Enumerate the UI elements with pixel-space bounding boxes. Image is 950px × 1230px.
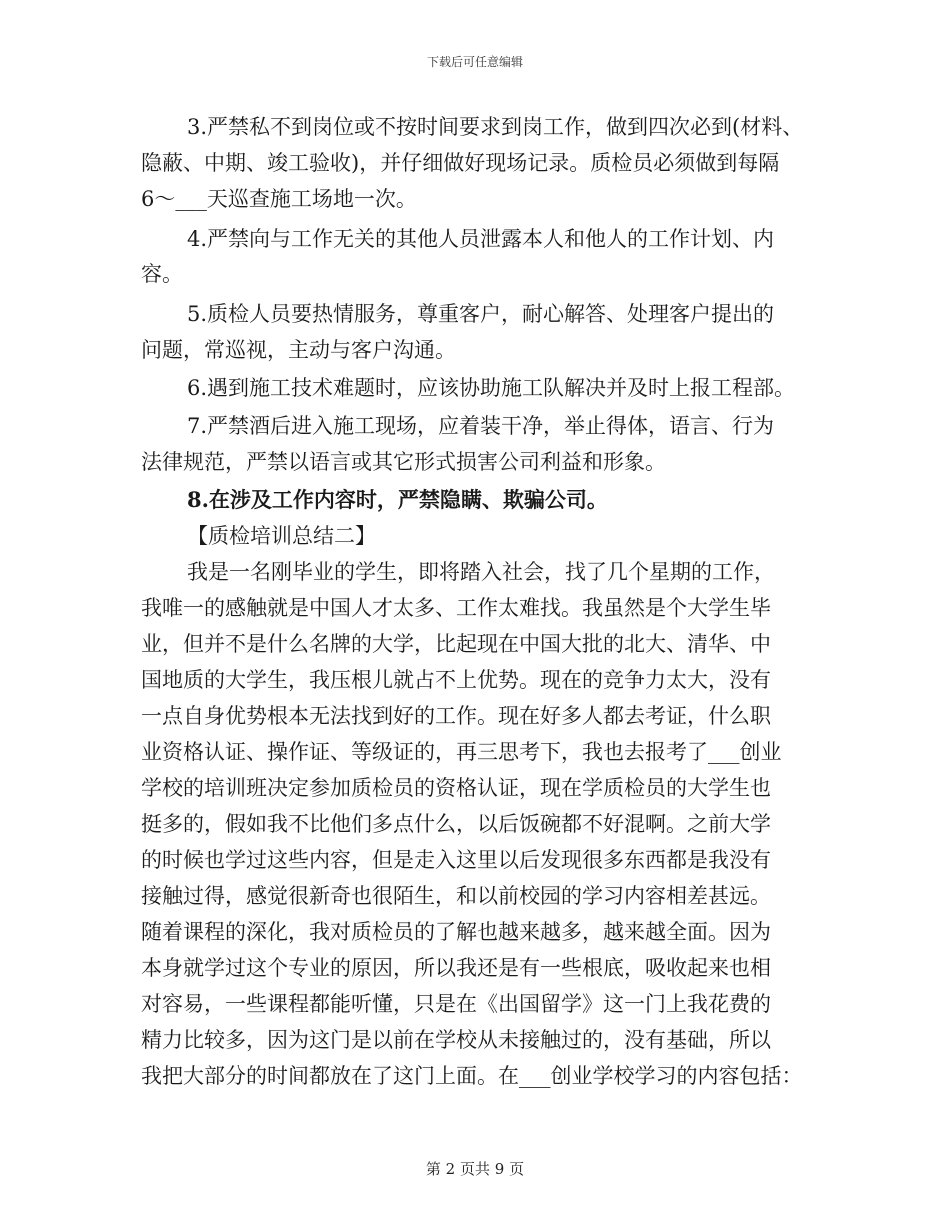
paragraph-line: 的时候也学过这些内容，但是走入这里以后发现很多东西都是我没有 <box>141 848 771 872</box>
paragraph-line: 问题，常巡视，主动与客户沟通。 <box>141 338 456 362</box>
paragraph-line: 法律规范，严禁以语言或其它形式损害公司利益和形象。 <box>141 450 666 474</box>
paragraph-line: 容。 <box>141 262 183 286</box>
paragraph-line: 3.严禁私不到岗位或不按时间要求到岗工作，做到四次必到(材料、 <box>187 115 804 139</box>
paragraph-line: 我唯一的感触就是中国人才太多、工作太难找。我虽然是个大学生毕 <box>141 596 771 620</box>
paragraph-line: 我把大部分的时间都放在了这门上面。在___创业学校学习的内容包括： <box>141 1064 803 1088</box>
paragraph-line: 我是一名刚毕业的学生，即将踏入社会，找了几个星期的工作， <box>187 560 775 584</box>
paragraph-line: 隐蔽、中期、竣工验收)，并仔细做好现场记录。质检员必须做到每隔 <box>141 151 780 175</box>
paragraph-line: 接触过得，感觉很新奇也很陌生，和以前校园的学习内容相差甚远。 <box>141 884 771 908</box>
paragraph-line: 业资格认证、操作证、等级证的，再三思考下，我也去报考了___创业 <box>141 740 782 764</box>
section-heading: 【质检培训总结二】 <box>187 524 376 548</box>
paragraph-line: 一点自身优势根本无法找到好的工作。现在好多人都去考证，什么职 <box>141 704 771 728</box>
paragraph-line: 挺多的，假如我不比他们多点什么，以后饭碗都不好混啊。之前大学 <box>141 812 771 836</box>
paragraph-line: 业，但并不是什么名牌的大学，比起现在中国大批的北大、清华、中 <box>141 632 771 656</box>
paragraph-line: 6.遇到施工技术难题时，应该协助施工队解决并及时上报工程部。 <box>187 376 796 400</box>
paragraph-line: 对容易，一些课程都能听懂，只是在《出国留学》这一门上我花费的 <box>141 992 771 1016</box>
paragraph-line: 精力比较多，因为这门是以前在学校从未接触过的，没有基础，所以 <box>141 1028 771 1052</box>
bold-rule-line: 8.在涉及工作内容时，严禁隐瞒、欺骗公司。 <box>187 487 608 512</box>
page-header: 下载后可任意编辑 <box>426 55 523 69</box>
paragraph-line: 随着课程的深化，我对质检员的了解也越来越多，越来越全面。因为 <box>141 920 771 944</box>
paragraph-line: 6～___天巡查施工场地一次。 <box>141 187 417 211</box>
page-footer: 第 2 页共 9 页 <box>425 1160 525 1178</box>
paragraph-line: 本身就学过这个专业的原因，所以我还是有一些根底，吸收起来也相 <box>141 956 771 980</box>
paragraph-line: 5.质检人员要热情服务，尊重客户，耐心解答、处理客户提出的 <box>187 302 775 326</box>
paragraph-line: 学校的培训班决定参加质检员的资格认证，现在学质检员的大学生也 <box>141 776 771 800</box>
paragraph-line: 4.严禁向与工作无关的其他人员泄露本人和他人的工作计划、内 <box>187 227 775 251</box>
paragraph-line: 国地质的大学生，我压根儿就占不上优势。现在的竞争力太大，没有 <box>141 668 771 692</box>
paragraph-line: 7.严禁酒后进入施工现场，应着装干净，举止得体，语言、行为 <box>187 414 775 438</box>
